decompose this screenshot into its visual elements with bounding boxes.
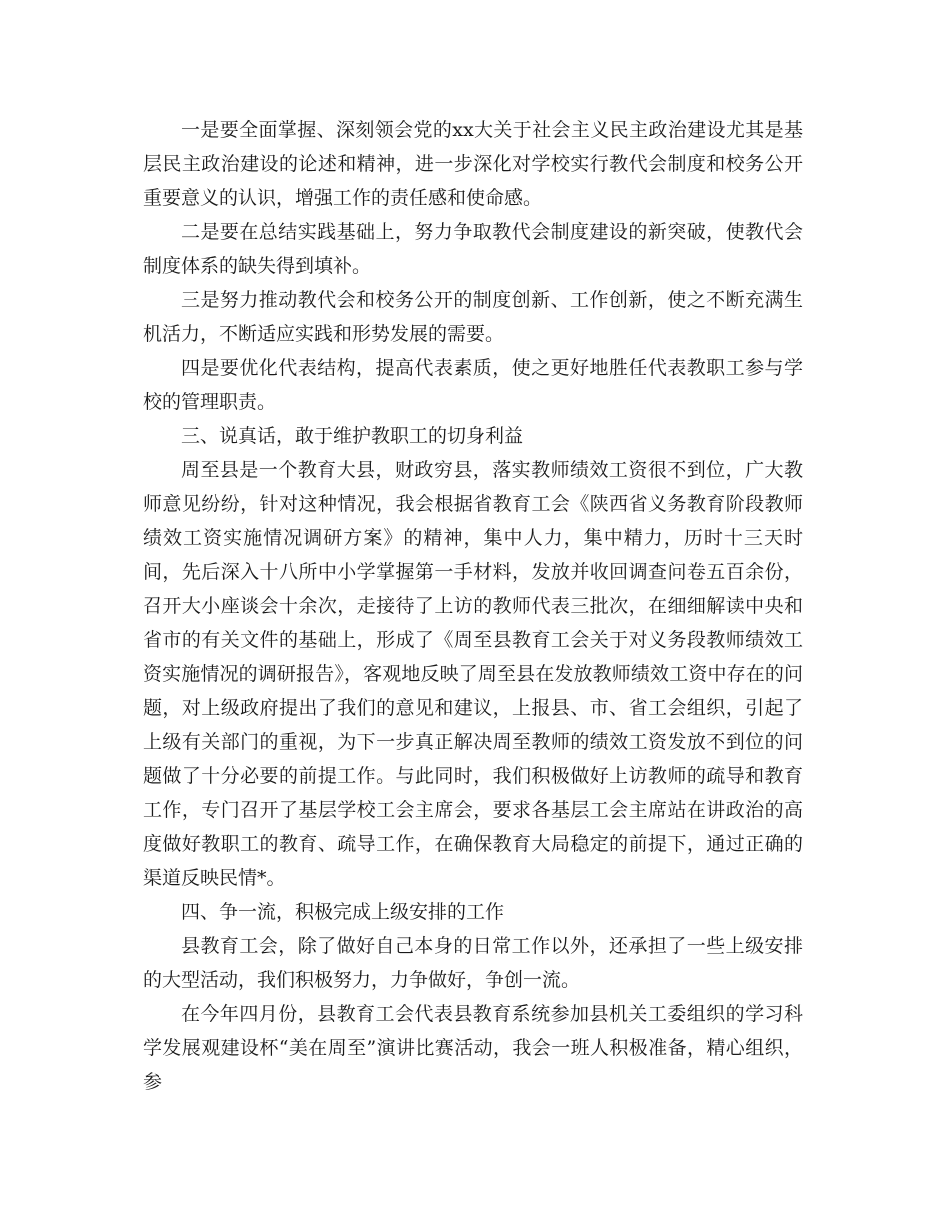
paragraph-6: 县教育工会，除了做好自己本身的日常工作以外，还承担了一些上级安排的大型活动，我们积极努力，力争做好，争创一流。 <box>143 935 803 991</box>
section-heading-3: 三、说真话，敢于维护教职工的切身利益 <box>181 425 524 447</box>
paragraph-7: 在今年四月份，县教育工会代表县教育系统参加县机关工委组织的学习科学发展观建设杯“美在周至”演讲比赛活动，我会一班人积极准备，精心组织，参 <box>143 1003 803 1093</box>
paragraph-4: 四是要优化代表结构，提高代表素质，使之更好地胜任代表教职工参与学校的管理职责。 <box>143 357 803 413</box>
paragraph-1: 一是要全面掌握、深刻领会党的xx大关于社会主义民主政治建设尤其是基层民主政治建设的论述和精神，进一步深化对学校实行教代会制度和校务公开重要意义的认识，增强工作的责任感和使命感。 <box>143 119 803 209</box>
paragraph-3: 三是努力推动教代会和校务公开的制度创新、工作创新，使之不断充满生机活力，不断适应实践和形势发展的需要。 <box>143 289 803 345</box>
section-heading-4: 四、争一流，积极完成上级安排的工作 <box>181 901 505 923</box>
document-page <box>143 113 803 1099</box>
paragraph-2: 二是要在总结实践基础上，努力争取教代会制度建设的新突破，使教代会制度体系的缺失得到填补。 <box>143 221 803 277</box>
paragraph-5: 周至县是一个教育大县，财政穷县，落实教师绩效工资很不到位，广大教师意见纷纷，针对这种情况，我会根据省教育工会《陕西省义务教育阶段教师绩效工资实施情况调研方案》的精神，集中人力，集中精力，历时十三天时间，先后深入十八所中小学掌握第一手材料，发放并收回调查问卷五百余份，召开大小座谈会十余次，走接待了上访的教师代表三批次，在细细解读中央和省市的有关文件的基础上，形成了《周至县教育工会关于对义务段教师绩效工资实施情况的调研报告》，客观地反映了周至县在发放教师绩效工资中存在的问题，对上级政府提出了我们的意见和建议，上报县、市、省工会组织，引起了上级有关部门的重视，为下一步真正解决周至教师的绩效工资发放不到位的问题做了十分必要的前提工作。与此同时，我们积极做好上访教师的疏导和教育工作，专门召开了基层学校工会主席会，要求各基层工会主席站在讲政治的高度做好教职工的教育、疏导工作，在确保教育大局稳定的前提下，通过正确的渠道反映民情*。 <box>143 459 803 889</box>
